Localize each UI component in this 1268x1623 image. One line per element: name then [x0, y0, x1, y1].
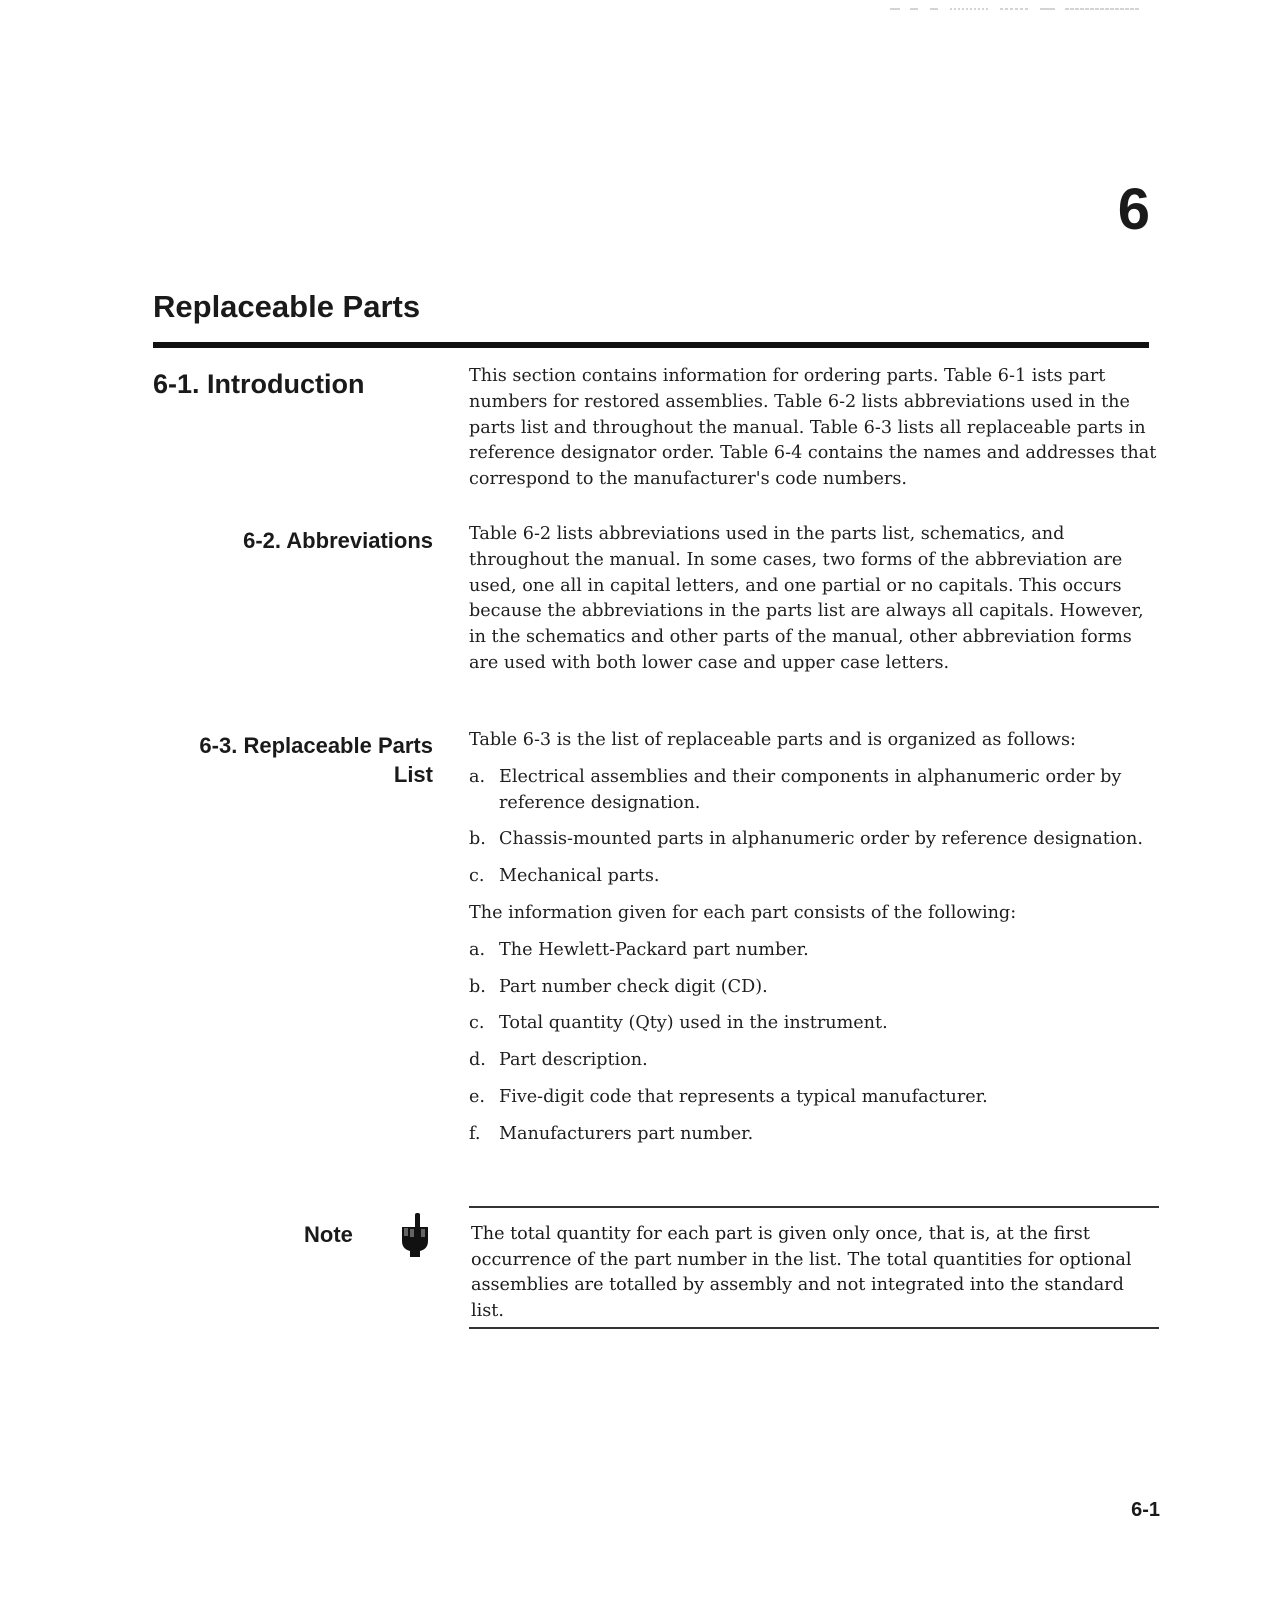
- list-marker: d.: [469, 1050, 486, 1071]
- note-top-rule: [469, 1206, 1159, 1208]
- list-marker: b.: [469, 829, 486, 850]
- part-info-intro: The information given for each part consists of the following:: [469, 902, 1017, 923]
- page-number: 6-1: [1131, 1499, 1160, 1521]
- parts-list-heading-line1: 6-3. Replaceable Parts: [199, 733, 433, 758]
- section-heading-abbreviations: 6-2. Abbreviations: [243, 528, 433, 553]
- list-item: [469, 975, 1159, 1001]
- list-text: The Hewlett-Packard part number.: [499, 939, 809, 960]
- list-marker: f.: [469, 1123, 481, 1144]
- list-item: [469, 864, 1159, 890]
- abbreviations-text: Table 6-2 lists abbreviations used in the parts list, schematics, and throughout the manual. In some cases, two forms of the abbreviation are used, one all in capital letters, and one partial or no capitals. This occurs because the abbreviations in the parts list are always all capitals. However, in the schematics and other parts of the manual, other abbreviation forms are used with both lower case and upper case letters.: [469, 524, 1144, 673]
- list-item: [469, 765, 1159, 817]
- list-text: Five-digit code that represents a typical manufacturer.: [499, 1086, 988, 1107]
- list-marker: a.: [469, 766, 486, 787]
- list-marker: a.: [469, 939, 486, 960]
- list-text: Total quantity (Qty) used in the instrument.: [499, 1013, 888, 1034]
- list-text: Part description.: [499, 1050, 648, 1071]
- list-item: [469, 1011, 1159, 1037]
- parts-list-heading-line2: List: [393, 762, 433, 787]
- parts-list-content: [469, 728, 1159, 1148]
- list-item: [469, 827, 1159, 853]
- parts-list-intro: Table 6-3 is the list of replaceable parts and is organized as follows:: [469, 730, 1076, 750]
- list-item: [469, 1122, 1159, 1148]
- page-title: Replaceable Parts: [153, 289, 421, 324]
- list-text: Manufacturers part number.: [499, 1123, 754, 1144]
- list-marker: c.: [469, 866, 485, 887]
- section-heading-parts-list: [199, 731, 433, 789]
- section-heading-introduction: 6-1. Introduction: [153, 369, 365, 399]
- pointing-hand-icon: [398, 1213, 432, 1257]
- note-bottom-rule: [469, 1327, 1159, 1329]
- list-item: [469, 938, 1159, 964]
- list-text: Chassis-mounted parts in alphanumeric order by reference designation.: [499, 829, 1143, 850]
- note-label: Note: [304, 1222, 353, 1247]
- list-text: Mechanical parts.: [499, 866, 660, 887]
- list-item: [469, 1048, 1159, 1074]
- chapter-number: 6: [1117, 177, 1150, 242]
- introduction-text: This section contains information for ordering parts. Table 6-1 ists part numbers for restored assemblies. Table 6-2 lists abbreviations used in the parts list and throughout the manual. Table 6-3 lists all replaceable parts in reference designator order. Table 6-4 contains the names and addresses that correspond to the manufacturer's code numbers.: [469, 366, 1157, 490]
- list-marker: b.: [469, 976, 486, 997]
- title-divider: [153, 342, 1149, 348]
- note-text: The total quantity for each part is given only once, that is, at the first occurrence of the part number in the list. The total quantities for optional assemblies are totalled by assembly and not integrated into the standard list.: [471, 1224, 1132, 1321]
- list-text: Electrical assemblies and their components in alphanumeric order by reference designation.: [499, 766, 1122, 813]
- list-text: Part number check digit (CD).: [499, 976, 768, 997]
- list-marker: c.: [469, 1013, 485, 1034]
- scan-artifact-marks: [890, 6, 1140, 12]
- list-item: [469, 1085, 1159, 1111]
- list-marker: e.: [469, 1086, 486, 1107]
